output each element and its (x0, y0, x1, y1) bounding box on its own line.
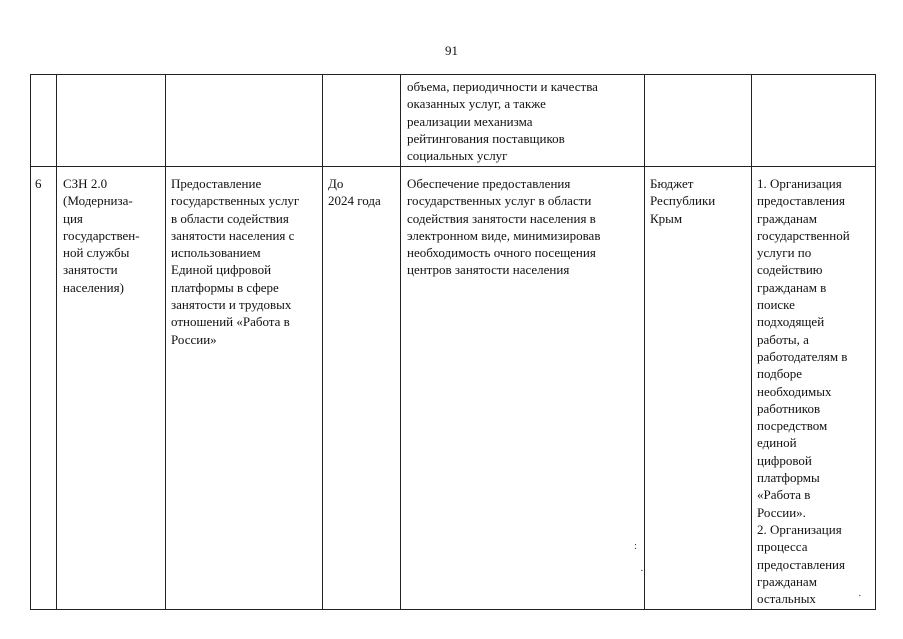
page-number: 91 (445, 43, 458, 58)
funding-source-cell: Бюджет Республики Крым (650, 176, 716, 226)
table-border-bottom (30, 609, 876, 610)
deadline-cell: До 2024 года (328, 176, 381, 209)
result-cell: Обеспечение предоставления государственных услуг в области содействия занятости населения в электронном виде, минимизировав необходимость очного посещения центров занятости населения (407, 176, 601, 278)
document-table (30, 74, 876, 610)
column-border (322, 74, 323, 610)
column-border (56, 74, 57, 610)
measure-cell: Предоставление государственных услуг в области содействия занятости населения с использованием Единой цифровой платформы в сфере занятости и трудовых отношений «Работа в России» (171, 176, 300, 347)
project-name-cell: СЗН 2.0 (Модерниза- ция государствен- ной службы занятости населения) (63, 176, 140, 295)
scan-artifact: : (634, 540, 638, 552)
column-border (751, 74, 752, 610)
column-border (400, 74, 401, 610)
row-number-cell: 6 (35, 176, 42, 191)
column-border (644, 74, 645, 610)
indicators-cell: 1. Организация предоставления гражданам государственной услуги по содействию гражданам в поиске подходящей работы, а работодателям в подборе необходимых работников посредством единой цифровой платформы «Работа в России». 2. Организация процесса предоставления гражданам остальных (757, 176, 850, 607)
scan-artifact: · (858, 590, 862, 602)
row-divider (30, 166, 876, 167)
column-border (875, 74, 876, 610)
column-border (30, 74, 31, 610)
column-border (165, 74, 166, 610)
table-border-top (30, 74, 876, 75)
scan-artifact: · (640, 565, 644, 577)
continued-result-cell: объема, периодичности и качества оказанных услуг, а также реализации механизма рейтингования поставщиков социальных услуг (407, 79, 598, 164)
